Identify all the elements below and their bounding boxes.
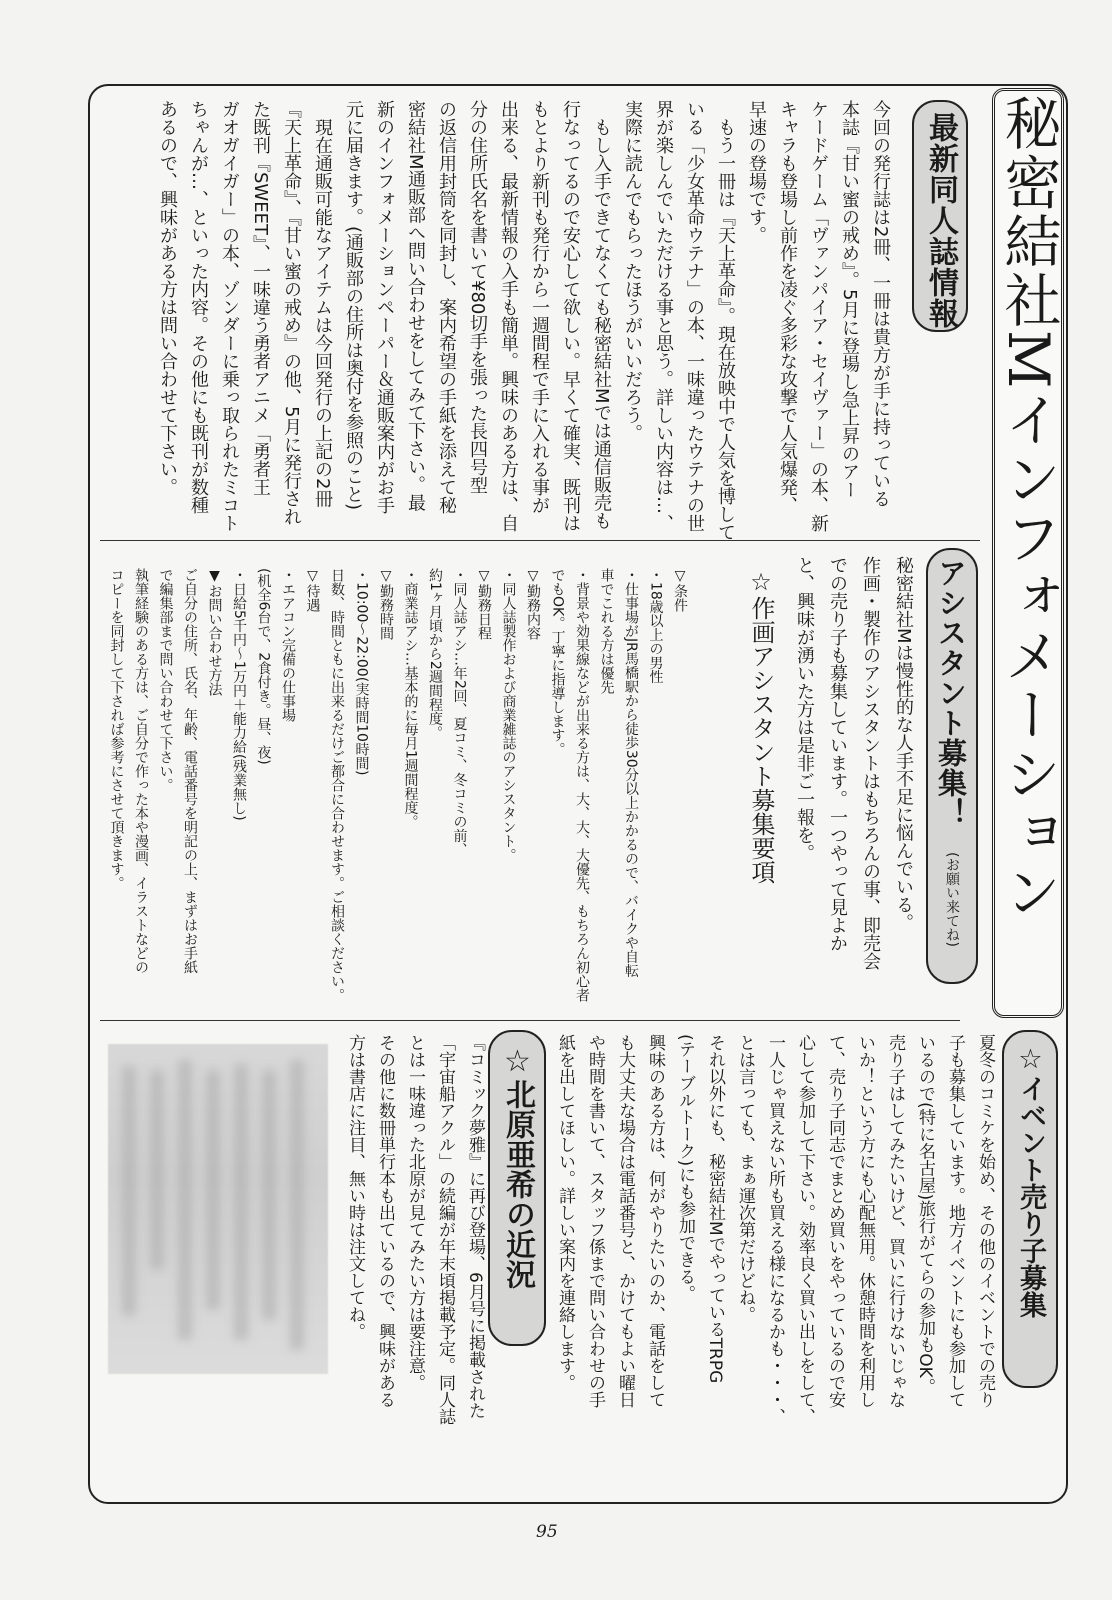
blurred-line (262, 1070, 276, 1320)
section-body-event-staff: 夏冬のコミケを始め、その他のイベントでの売り 子も募集しています。地方イベントにも参加して いるので(特に名古屋)旅行がてらの参加もOK。 売り子はしてみたいけど、買いに行けないじゃな いか！という方にも心配無用。休憩時間を利用し て、売り子同志でまとめ買いをやっているので安 心して参加して下さい。効率良く買い出しをして、 一人じゃ買えない所も買える様になるかも・・・、 とは言っても、まぁ運次第だけどね。 それ以外にも、秘密結社MでやっているTRPG (テーブルトーク)にも参加できる。 興味のある方は、何がやりたいのか、電話をして も大丈夫な場合は電話番号と、かけてもよい曜日 や時間を書いて、スタッフ係まで問い合わせの手 紙を出してほしい。詳しい案内を連絡します。 (555, 1034, 995, 1425)
section-body-kitahara-news: 『コミック夢雅』に再び登場、6月号に掲載された 「宇宙船アクル」の続編が年末頃掲載予定。同人誌 とは一味違った北原が見てみたい方は要注意。 その他に数冊単行本も出ているので、興味がある 方は書店に注目、無い時は注文してね。 (345, 1034, 485, 1425)
blurred-line (122, 1066, 136, 1316)
section-heading-event-staff: ☆イベント売り子募集 (1015, 1044, 1046, 1318)
blurred-line (234, 1064, 248, 1340)
blurred-line (206, 1070, 220, 1310)
blurred-line (290, 1060, 304, 1350)
section-heading-latest-doujinshi: 最新同人誌情報 (923, 112, 958, 329)
section-heading-note: (お願い来てね) (944, 852, 960, 947)
page-number: 95 (536, 1522, 558, 1542)
section-body-assistant-wanted: 秘密結社Mは慢性的な人手不足に悩んでいる。 作画・製作のアシスタントはもちろんの事、即売会 での売り子も募集しています。一つやって見よか と、興味が湧いた方は是非ご一報を。 (794, 556, 914, 970)
requirements-title: ☆作画アシスタント募集要項 (747, 568, 775, 884)
divider (100, 540, 980, 541)
divider (100, 1020, 960, 1021)
section-heading-kitahara-news: ☆北原亜希の近況 (500, 1044, 535, 1289)
requirements-list: ▽条件 ・18歳以上の男性 ・仕事場がJR馬橋駅から徒歩30分以上かかるので、バイクや自転 車でこれる方は優先 ・背景や効果線などが出来る方は、大、大、大優先、もちろん初心者 でもOK。丁寧に指導します。 ▽勤務内容 ・同人誌製作および商業雑誌のアシスタント。 ▽勤務日程 ・同人誌アシ…年2回、夏コミ、冬コミの前、 約1ヶ月頃から2週間程度。 ・商業誌アシ…基本的に毎月1週間程度。 ▽勤務時間 ・10:00～22:00(実時間10時間) 日数、時間ともに出来るだけご都合に合わせます。ご相談ください。 ▽待遇 ・エアコン完備の仕事場 (机全6台で、2食付き。昼、夜) ・日給5千円～1万円＋能力給(残業無し) ▼お問い合わせ方法 ご自分の住所、氏名、年齢、電話番号を明記の上、まずはお手紙 で編集部まで問い合わせて下さい。 執筆経験のある方は、ご自分で作った本や漫画、イラストなどの コピーを同封して下されば参考にさせて頂きます。 (108, 568, 688, 1002)
section-body-latest-doujinshi: 今回の発行誌は2冊、一冊は貴方が手に持っている 本誌『甘い蜜の戒め』。5月に登場し急上昇のアー ケードゲーム「ヴァンパイア・セイヴァー」の本、新 キャラも登場し前作を凌ぐ多彩な攻撃で人気爆発、 早速の登場です。 もう一冊は『天上革命』。現在放映中で人気を博して いる「少女革命ウテナ」の本、一味違ったウテナの世 界が楽しんでいただける事と思う。詳しい内容は…、 実際に読んでもらったほうがいいだろう。 もし入手できてなくても秘密結社Mでは通信販売も 行なってるので安心して欲しい。早くて確実、既刊は もとより新刊も発行から一週間程で手に入れる事が 出来る、最新情報の入手も簡単。興味のある方は、自 分の住所氏名を書いて¥80切手を張った長四号型 の返信用封筒を同封し、案内希望の手紙を添えて秘 密結社M通販部へ問い合わせをしてみて下さい。最 新のインフォメーションペーパー＆通販案内がお手 元に届きます。(通販部の住所は奥付を参照のこと) 現在通販可能なアイテムは今回発行の上記の2冊 『天上革命』、『甘い蜜の戒め』の他、5月に発行され た既刊『SWEET』、一味違う勇者アニメ「勇者王 ガオガイガー」の本、ゾンダーに乗っ取られたミコト ちゃんが…、といった内容。その他にも既刊が数種 あるので、興味がある方は問い合わせて下さい。 (157, 100, 891, 541)
page-title: 秘密結社Mインフォメーション (995, 94, 1061, 922)
blurred-line (150, 1070, 164, 1270)
section-heading-assistant-wanted: アシスタント募集！ (934, 558, 968, 828)
blurred-line (178, 1060, 192, 1340)
